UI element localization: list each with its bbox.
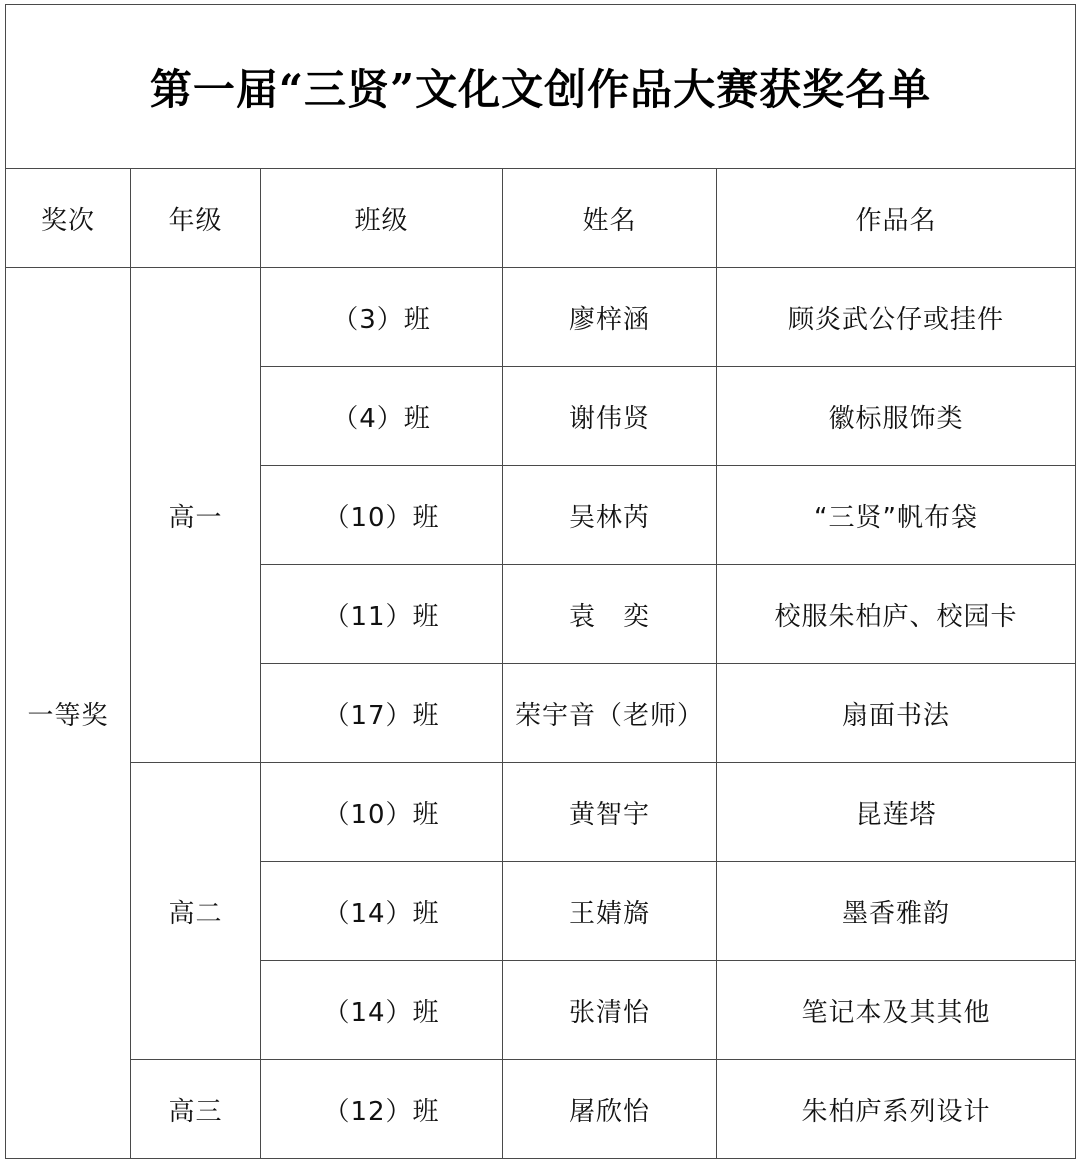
- name-cell: 廖梓涵: [503, 268, 717, 367]
- grade-cell-2: 高二: [131, 763, 261, 1060]
- class-cell: （12）班: [261, 1060, 503, 1159]
- name-cell: 荣宇音（老师）: [503, 664, 717, 763]
- name-cell: 黄智宇: [503, 763, 717, 862]
- grade-cell-1: 高一: [131, 268, 261, 763]
- work-cell: 朱柏庐系列设计: [717, 1060, 1076, 1159]
- work-cell: “三贤”帆布袋: [717, 466, 1076, 565]
- class-cell: （11）班: [261, 565, 503, 664]
- header-class: 班级: [261, 169, 503, 268]
- work-cell: 昆莲塔: [717, 763, 1076, 862]
- table-row: [6, 1060, 1076, 1159]
- header-name: 姓名: [503, 169, 717, 268]
- table-row: [6, 268, 1076, 367]
- class-cell: （17）班: [261, 664, 503, 763]
- work-cell: 徽标服饰类: [717, 367, 1076, 466]
- header-grade: 年级: [131, 169, 261, 268]
- class-cell: （4）班: [261, 367, 503, 466]
- grade-cell-3: 高三: [131, 1060, 261, 1159]
- title-row: [6, 5, 1076, 169]
- class-cell: （14）班: [261, 862, 503, 961]
- class-cell: （14）班: [261, 961, 503, 1060]
- award-list-sheet: [5, 4, 1075, 1161]
- work-cell: 校服朱柏庐、校园卡: [717, 565, 1076, 664]
- name-cell: 谢伟贤: [503, 367, 717, 466]
- table-row: [6, 763, 1076, 862]
- class-cell: （10）班: [261, 466, 503, 565]
- name-cell: 王婧旖: [503, 862, 717, 961]
- work-cell: 扇面书法: [717, 664, 1076, 763]
- work-cell: 墨香雅韵: [717, 862, 1076, 961]
- header-row: [6, 169, 1076, 268]
- award-table: [5, 4, 1076, 1159]
- name-cell: 张清怡: [503, 961, 717, 1060]
- header-rank: 奖次: [6, 169, 131, 268]
- name-cell: 吴林芮: [503, 466, 717, 565]
- name-cell: 屠欣怡: [503, 1060, 717, 1159]
- work-cell: 顾炎武公仔或挂件: [717, 268, 1076, 367]
- class-cell: （10）班: [261, 763, 503, 862]
- rank-cell: 一等奖: [6, 268, 131, 1159]
- name-cell: 袁 奕: [503, 565, 717, 664]
- work-cell: 笔记本及其其他: [717, 961, 1076, 1060]
- header-work: 作品名: [717, 169, 1076, 268]
- page-title: 第一届“三贤”文化文创作品大赛获奖名单: [6, 5, 1076, 169]
- class-cell: （3）班: [261, 268, 503, 367]
